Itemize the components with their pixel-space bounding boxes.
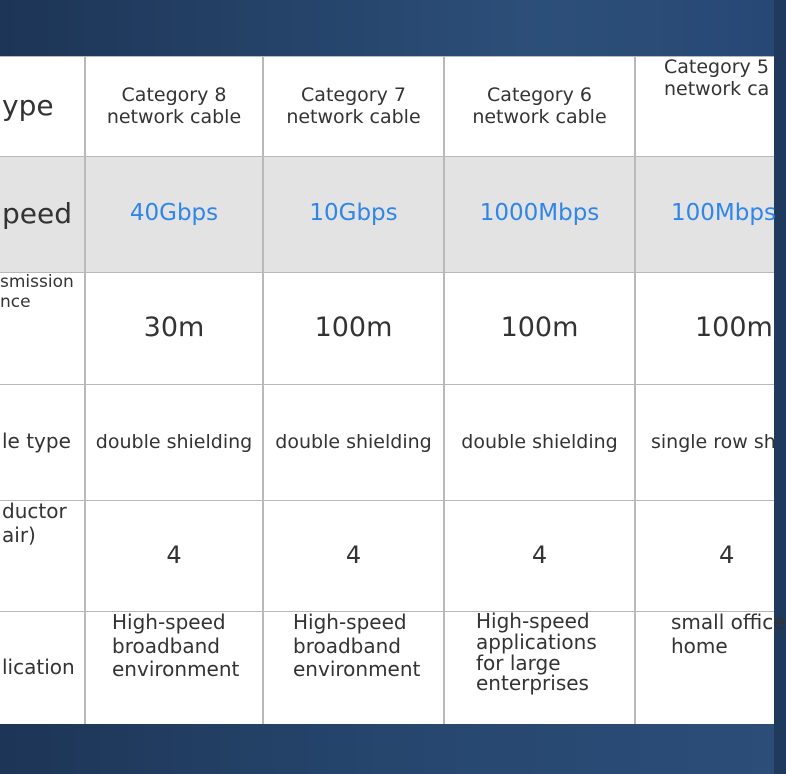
cable-type-value: [445, 384, 634, 500]
speed-value-text: 1000Mbps: [479, 200, 600, 227]
cable-type-value-text: single row sh: [651, 430, 776, 453]
application-line: enterprises: [476, 671, 589, 696]
column-divider: [634, 56, 636, 724]
application-line: small office: [671, 610, 786, 634]
distance-value-text: 100m: [500, 312, 579, 344]
conductor-value-text: 4: [166, 541, 182, 570]
row-label-cable-type: [0, 384, 84, 500]
speed-value-text: 40Gbps: [129, 200, 219, 227]
application-line: broadband: [112, 633, 220, 658]
speed-value: [264, 156, 443, 272]
cable-type-value-text: double shielding: [461, 430, 618, 453]
row-label-distance-line1: smission: [0, 272, 74, 292]
application-line: broadband: [293, 633, 401, 658]
row-label-conductor-line1: ductor: [2, 499, 67, 523]
conductor-value-text: 4: [345, 541, 362, 570]
row-label-application-text: lication: [2, 654, 75, 679]
application-line: for large: [476, 650, 561, 675]
speed-value: [671, 156, 774, 272]
conductor-value: [719, 500, 774, 611]
application-value: [671, 610, 786, 724]
cable-type-value-text: double shielding: [275, 430, 432, 453]
application-line: High-speed: [293, 610, 407, 634]
distance-value-text: 30m: [143, 312, 205, 344]
row-label-cable-type-text: le type: [2, 429, 71, 454]
column-header-line2: network cable: [106, 106, 242, 128]
column-header-line2: network cable: [286, 106, 421, 128]
row-label-application: [0, 611, 84, 724]
conductor-value-text: 4: [719, 541, 735, 570]
row-label-distance-line2: nce: [0, 292, 31, 313]
cable-type-value-text: double shielding: [95, 430, 253, 453]
cable-type-value: [651, 384, 774, 500]
application-value: [476, 611, 634, 724]
speed-value-text: 100Mbps: [671, 200, 776, 227]
row-label-conductor-line2: air): [2, 522, 36, 547]
row-label-speed: [0, 156, 84, 272]
conductor-value: [264, 500, 443, 611]
column-header: [264, 56, 443, 156]
column-header-line1: Category 5: [664, 56, 769, 78]
cable-type-value: [86, 384, 262, 500]
distance-value: [445, 272, 634, 384]
column-header-line2: network cable: [472, 106, 607, 128]
row-label-type-text: ype: [2, 89, 54, 123]
column-header: [445, 56, 634, 156]
distance-value: [264, 272, 443, 384]
column-header-line1: Category 7: [301, 83, 406, 106]
application-line: environment: [293, 657, 421, 682]
comparison-table: [0, 56, 786, 724]
conductor-value: [86, 500, 262, 611]
speed-value: [86, 156, 262, 272]
application-value: [112, 611, 262, 724]
column-header-line1: Category 6: [487, 83, 592, 106]
row-label-distance: [0, 272, 84, 384]
cable-type-value: [264, 384, 443, 500]
conductor-value-text: 4: [531, 541, 548, 570]
application-value: [293, 611, 443, 724]
column-header-line2: network ca: [664, 78, 770, 101]
row-label-conductor: [0, 500, 84, 611]
column-header: [86, 56, 262, 156]
column-header: [664, 56, 774, 156]
distance-value-text: 100m: [695, 312, 773, 344]
application-line: environment: [112, 657, 240, 682]
top-background-band: [0, 0, 774, 56]
application-line: High-speed: [112, 610, 226, 634]
speed-value-text: 10Gbps: [309, 200, 398, 227]
application-line: home: [671, 633, 728, 658]
speed-value: [445, 156, 634, 272]
distance-value: [695, 272, 774, 384]
column-header-line1: Category 8: [121, 83, 227, 106]
distance-value: [86, 272, 262, 384]
row-label-type: [0, 56, 84, 156]
conductor-value: [445, 500, 634, 611]
row-label-speed-text: peed: [2, 197, 72, 231]
bottom-background-band: [0, 724, 774, 774]
distance-value-text: 100m: [314, 312, 393, 344]
application-line: High-speed: [476, 609, 590, 633]
application-line: applications: [476, 629, 597, 654]
